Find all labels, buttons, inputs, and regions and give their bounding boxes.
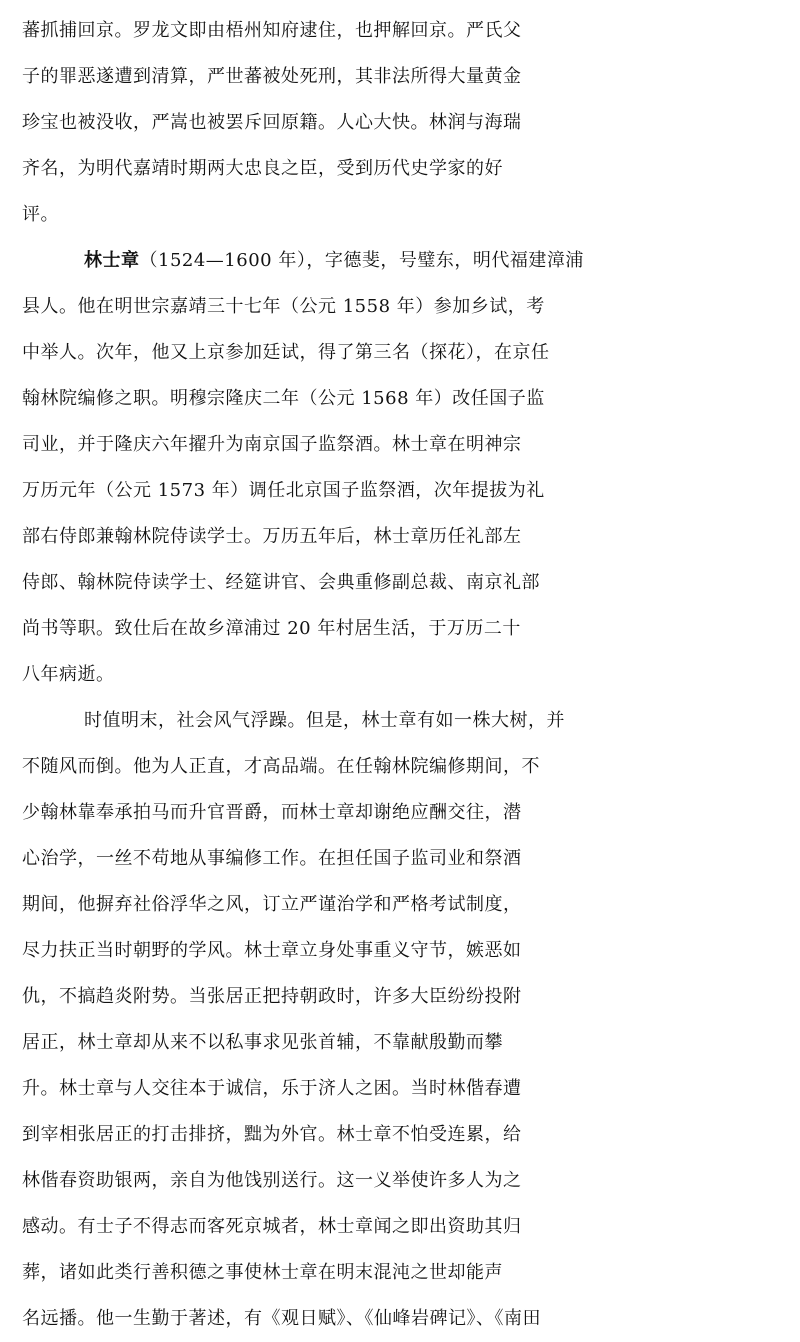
line-text: 评。 bbox=[22, 204, 59, 225]
text-line bbox=[22, 1296, 782, 1342]
line-text: 中举人。次年，他又上京参加廷试，得了第三名（探花），在京任 bbox=[22, 342, 550, 363]
text-line bbox=[22, 606, 782, 652]
text-line bbox=[22, 238, 782, 284]
line-text: 县人。他在明世宗嘉靖三十七年（公元 1558 年）参加乡试，考 bbox=[22, 296, 545, 317]
text-line bbox=[22, 974, 782, 1020]
text-line bbox=[22, 1158, 782, 1204]
line-text: 升。林士章与人交往本于诚信，乐于济人之困。当时林偕春遭 bbox=[22, 1078, 522, 1099]
line-text: 八年病逝。 bbox=[22, 664, 115, 685]
text-line bbox=[22, 146, 782, 192]
text-line bbox=[22, 1250, 782, 1296]
line-text: 时值明末，社会风气浮躁。但是，林士章有如一株大树，并 bbox=[84, 710, 565, 731]
text-line bbox=[22, 1020, 782, 1066]
body-text bbox=[22, 8, 782, 1342]
text-line bbox=[22, 882, 782, 928]
line-text: 期间，他摒弃社俗浮华之风，订立严谨治学和严格考试制度， bbox=[22, 894, 522, 915]
line-text: （1524—1600 年），字德斐，号璧东，明代福建漳浦 bbox=[139, 250, 584, 271]
line-text: 仇，不搞趋炎附势。当张居正把持朝政时，许多大臣纷纷投附 bbox=[22, 986, 522, 1007]
line-text: 居正，林士章却从来不以私事求见张首辅，不靠献殷勤而攀 bbox=[22, 1032, 503, 1053]
text-line bbox=[22, 790, 782, 836]
line-text: 万历元年（公元 1573 年）调任北京国子监祭酒，次年提拔为礼 bbox=[22, 480, 545, 501]
line-text: 林偕春资助银两，亲自为他饯别送行。这一义举使许多人为之 bbox=[22, 1170, 522, 1191]
text-line bbox=[22, 652, 782, 698]
line-text: 到宰相张居正的打击排挤，黜为外官。林士章不怕受连累，给 bbox=[22, 1124, 522, 1145]
text-line bbox=[22, 192, 782, 238]
line-text: 尚书等职。致仕后在故乡漳浦过 20 年村居生活，于万历二十 bbox=[22, 618, 521, 639]
text-line bbox=[22, 422, 782, 468]
text-line bbox=[22, 376, 782, 422]
line-text: 珍宝也被没收，严嵩也被罢斥回原籍。人心大快。林润与海瑞 bbox=[22, 112, 522, 133]
text-line bbox=[22, 698, 782, 744]
line-text: 蕃抓捕回京。罗龙文即由梧州知府逮住，也押解回京。严氏父 bbox=[22, 20, 522, 41]
text-line bbox=[22, 928, 782, 974]
text-line bbox=[22, 1112, 782, 1158]
text-line bbox=[22, 836, 782, 882]
text-line bbox=[22, 468, 782, 514]
line-text: 子的罪恶遂遭到清算，严世蕃被处死刑，其非法所得大量黄金 bbox=[22, 66, 522, 87]
line-text: 侍郎、翰林院侍读学士、经筵讲官、会典重修副总裁、南京礼部 bbox=[22, 572, 540, 593]
text-line bbox=[22, 100, 782, 146]
line-text: 葬，诸如此类行善积德之事使林士章在明末混沌之世却能声 bbox=[22, 1262, 503, 1283]
line-text: 齐名，为明代嘉靖时期两大忠良之臣，受到历代史学家的好 bbox=[22, 158, 503, 179]
line-text: 尽力扶正当时朝野的学风。林士章立身处事重义守节，嫉恶如 bbox=[22, 940, 522, 961]
text-line bbox=[22, 514, 782, 560]
text-line bbox=[22, 744, 782, 790]
line-text: 翰林院编修之职。明穆宗隆庆二年（公元 1568 年）改任国子监 bbox=[22, 388, 545, 409]
text-line bbox=[22, 1204, 782, 1250]
text-line bbox=[22, 1066, 782, 1112]
text-line bbox=[22, 8, 782, 54]
person-name: 林士章 bbox=[84, 250, 140, 271]
line-text: 少翰林靠奉承拍马而升官晋爵，而林士章却谢绝应酬交往，潜 bbox=[22, 802, 522, 823]
text-line bbox=[22, 284, 782, 330]
text-line bbox=[22, 330, 782, 376]
line-text: 名远播。他一生勤于著述，有《观日赋》、《仙峰岩碑记》、《南田 bbox=[22, 1308, 541, 1329]
line-text: 部右侍郎兼翰林院侍读学士。万历五年后，林士章历任礼部左 bbox=[22, 526, 522, 547]
text-line bbox=[22, 54, 782, 100]
line-text: 司业，并于隆庆六年擢升为南京国子监祭酒。林士章在明神宗 bbox=[22, 434, 522, 455]
line-text: 感动。有士子不得志而客死京城者，林士章闻之即出资助其归 bbox=[22, 1216, 522, 1237]
line-text: 不随风而倒。他为人正直，才高品端。在任翰林院编修期间，不 bbox=[22, 756, 540, 777]
line-text: 心治学，一丝不苟地从事编修工作。在担任国子监司业和祭酒 bbox=[22, 848, 522, 869]
text-line bbox=[22, 560, 782, 606]
